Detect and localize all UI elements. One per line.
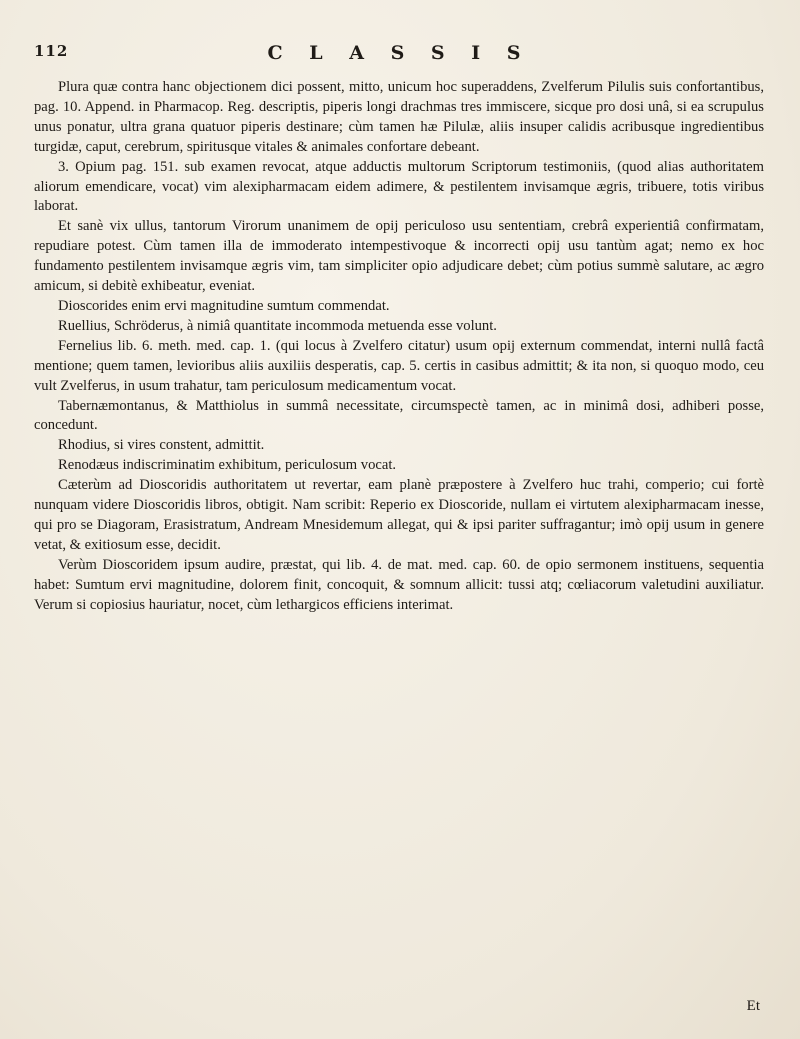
- paragraph-rhodius: Rhodius, si vires constent, admittit.: [58, 437, 265, 454]
- paragraph-renodaeus: Renodæus indiscriminatim exhibitum, periculosum vocat.: [58, 457, 397, 474]
- running-head: [34, 42, 764, 68]
- paragraph-caeterum: Cæterùm ad Dioscoridis authoritatem ut revertar, eam planè præpostere à Zvelfero huc trahi, comperio; cui fortè nunquam videre Dioscoridis libros, obtigit. Nam scribit: Reperio ex Dioscoride, nullam ei virtutem alexipharmacam inesse, qui pro se Diagoram, Erasistratum, Andream Mnesidemum allegat, qui & ipsi pariter suffragantur; imò opij usum in genere vetat, & exitiosum esse, decidit.: [34, 477, 764, 553]
- page-number: 112: [34, 42, 69, 60]
- paragraph-tabernaemontanus: Tabernæmontanus, & Matthiolus in summâ necessitate, circumspectè tamen, ac in minimâ dosi, adhiberi posse, concedunt.: [34, 397, 764, 434]
- paragraph-pilulae: Plura quæ contra hanc objectionem dici possent, mitto, unicum hoc superaddens, Zvelferum Pilulis suis confortantibus, pag. 10. Append. in Pharmacop. Reg. descriptis, piperis longi drachmas tres immiscere, sicque pro dosi unâ, si ea scrupulus unus ponatur, ultra grana quatuor piperis destinare; cùm tamen hæ Pilulæ, aliis insuper calidis acribusque ingredientibus turgidæ, caput, cerebrum, spiritusque vitales & animales confortare debeant.: [34, 79, 764, 155]
- running-title: C L A S S I S: [267, 42, 531, 64]
- body-text: [34, 78, 764, 615]
- paragraph-verum: Verùm Dioscoridem ipsum audire, præstat, qui lib. 4. de mat. med. cap. 60. de opio sermonem instituens, sequentia habet: Sumtum ervi magnitudine, dolorem finit, concoquit, & somnum allicit: tussi atq; cœliacorum valetudini auxiliatur. Verum si copiosius hauriatur, nocet, cùm lethargicos efficiens interimat.: [34, 556, 764, 613]
- paragraph-ruellius: Ruellius, Schröderus, à nimiâ quantitate incommoda metuenda esse volunt.: [58, 317, 497, 334]
- paragraph-dioscorides: Dioscorides enim ervi magnitudine sumtum commendat.: [58, 297, 390, 314]
- paragraph-opium: 3. Opium pag. 151. sub examen revocat, atque adductis multorum Scriptorum testimoniis, (quod alias authoritatem aliorum emendicare, vocat) vim alexipharmacam eidem adimere, & pestilentem invisamque ægris, tribuere, totis viribus laborat.: [34, 158, 764, 215]
- catchword: Et: [746, 998, 760, 1014]
- paragraph-sententia: Et sanè vix ullus, tantorum Virorum unanimem de opij periculoso usu sententiam, crebrâ experientiâ confirmatam, repudiare potest. Cùm tamen illa de immoderato intempestivoque & incorrecti opij usu tantùm agat; nemo ex hoc fundamento pestilentem invisamque ægris vim, tam simpliciter opio adjudicare debet; cùm potius summè salutare, ac ægro amicum, si debitè exhibeatur, eveniat.: [34, 218, 764, 295]
- paragraph-fernelius: Fernelius lib. 6. meth. med. cap. 1. (qui locus à Zvelfero citatur) usum opij externum commendat, interni nullâ factâ mentione; quem tamen, levioribus aliis auxiliis desperatis, cap. 5. certis in casibus admittit; & ita non, si quoquo modo, ceu vult Zvelferus, in usum trahatur, tam periculosum medicamentum vocat.: [34, 337, 764, 394]
